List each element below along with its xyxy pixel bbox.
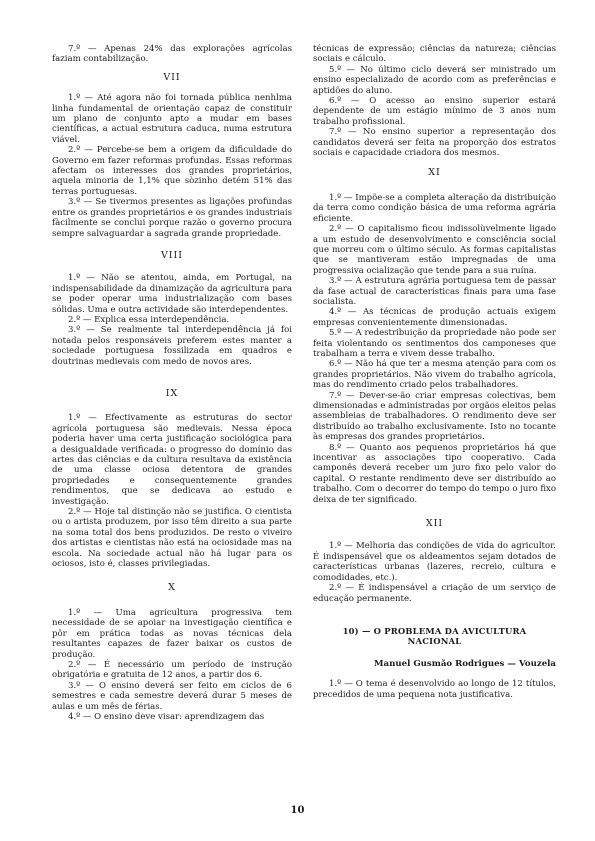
article-title-line-1: 10) — O PROBLEMA DA AVICULTURA bbox=[342, 625, 527, 636]
paragraph-vi-7: 7.º — Apenas 24% das explorações agrícolas faziam contabilização. bbox=[52, 44, 292, 65]
section-heading-vii: VII bbox=[163, 71, 181, 83]
page-number: 10 bbox=[290, 805, 305, 816]
paragraph-xi-5: 5.º — A redestribuição da propriedade não pode ser feita violentando os sentimentos dos camponeses que trabalham a terra e vivem desse trabalho. bbox=[313, 328, 556, 359]
paragraph-vii-3: 3.º — Se tivermos presentes as ligações profundas entre os grandes proprietários e os grandes industriais fàcilmente se conclui porque razão o governo procura sempre salvaguardar a sagrada grande propriedade. bbox=[52, 197, 292, 239]
section-heading-viii: VIII bbox=[160, 249, 184, 261]
article-author: Manuel Gusmão Rodrigues — Vouzela bbox=[374, 658, 556, 669]
paragraph-xi-3: 3.º — A estrutura agrária portuguesa tem de passar da fase actual de características finais para uma fase socialista. bbox=[313, 276, 556, 307]
paragraph-x-5: 5.º — No último ciclo deverá ser ministrado um ensino especializado de acordo com as preferências e aptidões do aluno. bbox=[313, 64, 556, 96]
paragraph-xi-4: 4.º — As técnicas de produção actuais exigem empresas convenientemente dimensionadas. bbox=[313, 307, 556, 328]
paragraph-xi-6: 6.º — Não há que ter a mesma atenção para com os grandes proprietários. Não vivem do trabalho agrícola, mas do rendimento criado pelos trabalhadores. bbox=[313, 359, 556, 391]
section-heading-ix: IX bbox=[165, 387, 179, 399]
paragraph-intro: 1.º — O tema é desenvolvido ao longo de 12 títulos, precedidos de uma pequena nota justificativa. bbox=[313, 679, 556, 700]
paragraph-xi-2: 2.º — O capitalismo ficou indissolùvelmente ligado a um estudo de desenvolvimento e consciência social que morreu com o último século. As formas capitalistas que se mantiveram estão impregnadas de uma progressiva ocialização que tende para a sua ruína. bbox=[313, 224, 556, 276]
paragraph-viii-3: 3.º — Se realmente tal interdependência já foi notada pelos responsáveis preferem estes manter a sociedade portuguesa fossilizada em quadros e doutrinas medievais com medo de novos ares. bbox=[52, 325, 292, 367]
paragraph-ix-1: 1.º — Efectivamente as estruturas do sector agrícola portuguesa são medievais. Nessa época poderia haver uma certa justificação sociológica para a desigualdade verificada: o progresso do domínio das artes das ciências e da cultura resultava da existência de uma classe ociosa detentora de grandes propriedades e consequentemente grandes rendimentos, que se dedicava ao estudo e investigação. bbox=[52, 413, 292, 507]
section-heading-x: X bbox=[168, 582, 176, 594]
paragraph-xi-8: 8.º — Quanto aos pequenos proprietários há que incentivar as associações tipo cooperativo. Cada camponês deverá receber um juro fixo pelo valor do capital. O restante rendimento deve ser distribuído ao trabalho. Com o decorrer do tempo do tempo o juro fixo deixa de ter significado. bbox=[313, 442, 556, 505]
article-title-line-2: NACIONAL bbox=[407, 636, 462, 647]
section-heading-xii: XII bbox=[425, 518, 444, 530]
paragraph-viii-1: 1.º — Não se atentou, ainda, em Portugal, na indispensabilidade da dinamização da agricultura para se poder operar uma industrialização com bases sólidas. Uma e outra actividade são interdependentes. bbox=[52, 273, 292, 315]
paragraph-x-1: 1.º — Uma agricultura progressiva tem necessidade de se apoiar na investigação científica e pôr em prática todas as novas técnicas dela resultantes capazes de fazer baixar os custos de produção. bbox=[52, 607, 292, 660]
paragraph-x-3: 3.º — O ensino deverá ser feito em ciclos de 6 semestres e cada semestre deverá durar 5 meses de aulas e um mês de férias. bbox=[52, 680, 292, 712]
paragraph-xii-2: 2.º — É indispensável a criação de um serviço de educação permanente. bbox=[313, 583, 556, 604]
paragraph-vii-1: 1.º — Até agora não foi tornada pública nenhlma linha fundamental de orientação capaz de constituir um plano de conjunto apto a mudar em bases científicas, a actual estrutura caduca, numa estrutura viável. bbox=[52, 93, 292, 145]
paragraph-x-2: 2.º — É necessário um período de instrução obrigatória e gratuita de 12 anos, a partir dos 6. bbox=[52, 659, 292, 681]
paragraph-x-4: 4.º — O ensino deve visar: aprendizagem das bbox=[68, 711, 265, 722]
section-heading-xi: XI bbox=[428, 167, 441, 179]
paragraph-ix-2: 2.º — Hoje tal distinção não se justifica. O cientista ou o artista produzem, por isso têm direito a sua parte na soma total dos bens produzidos. De resto o viveiro dos artistas e cientistas não está na ociosidade mas na escola. Na sociedade actual não há lugar para os ociosos, isto é, classes privilegiadas. bbox=[52, 507, 292, 570]
paragraph-xi-7: 7.º — Dever-se-ão criar empresas colectivas, bem dimensionadas e administradas por orgãos eleitos pelas assembleias de trabalhadores. O rendimento deve ser distribuído ao trabalho exclusivamente. Isto no tocante às empresas dos grandes proprietários. bbox=[313, 390, 556, 443]
right-column bbox=[313, 44, 556, 700]
paragraph-x-7: 7.º — No ensino superior a representação dos candidatos deverá ser feita na proporção dos estratos sociais e capacidade criadora dos mesmos. bbox=[313, 127, 556, 159]
paragraph-vii-2: 2.º — Percebe-se bem a origem da dificuldade do Governo em fazer reformas profundas. Essas reformas afectam os interesses dos grandes proprietários, aquela minoria de 1,1% que sòzinho detém 51% das terras portuguesas. bbox=[52, 145, 292, 197]
paragraph-x-4-continued: técnicas de expressão; ciências da natureza; ciências sociais e cálculo. bbox=[313, 44, 556, 65]
paragraph-xi-1: 1.º — Impõe-se a completa alteração da distribuição da terra como condição básica de uma reforma agrária eficiente. bbox=[313, 192, 556, 224]
paragraph-x-6: 6.º — O acesso ao ensino superior estará dependente de um estágio mínimo de 3 anos num trabalho profissional. bbox=[313, 96, 556, 127]
paragraph-xii-1: 1.º — Melhoria das condições de vida do agricultor. É indispensável que os aldeamentos sejam dotados de características urbanas (lazeres, recreio, cultura e comodidades, etc.). bbox=[313, 541, 556, 583]
paragraph-viii-2: 2.º — Explica essa interdependência. bbox=[68, 314, 230, 325]
left-column bbox=[52, 44, 292, 722]
